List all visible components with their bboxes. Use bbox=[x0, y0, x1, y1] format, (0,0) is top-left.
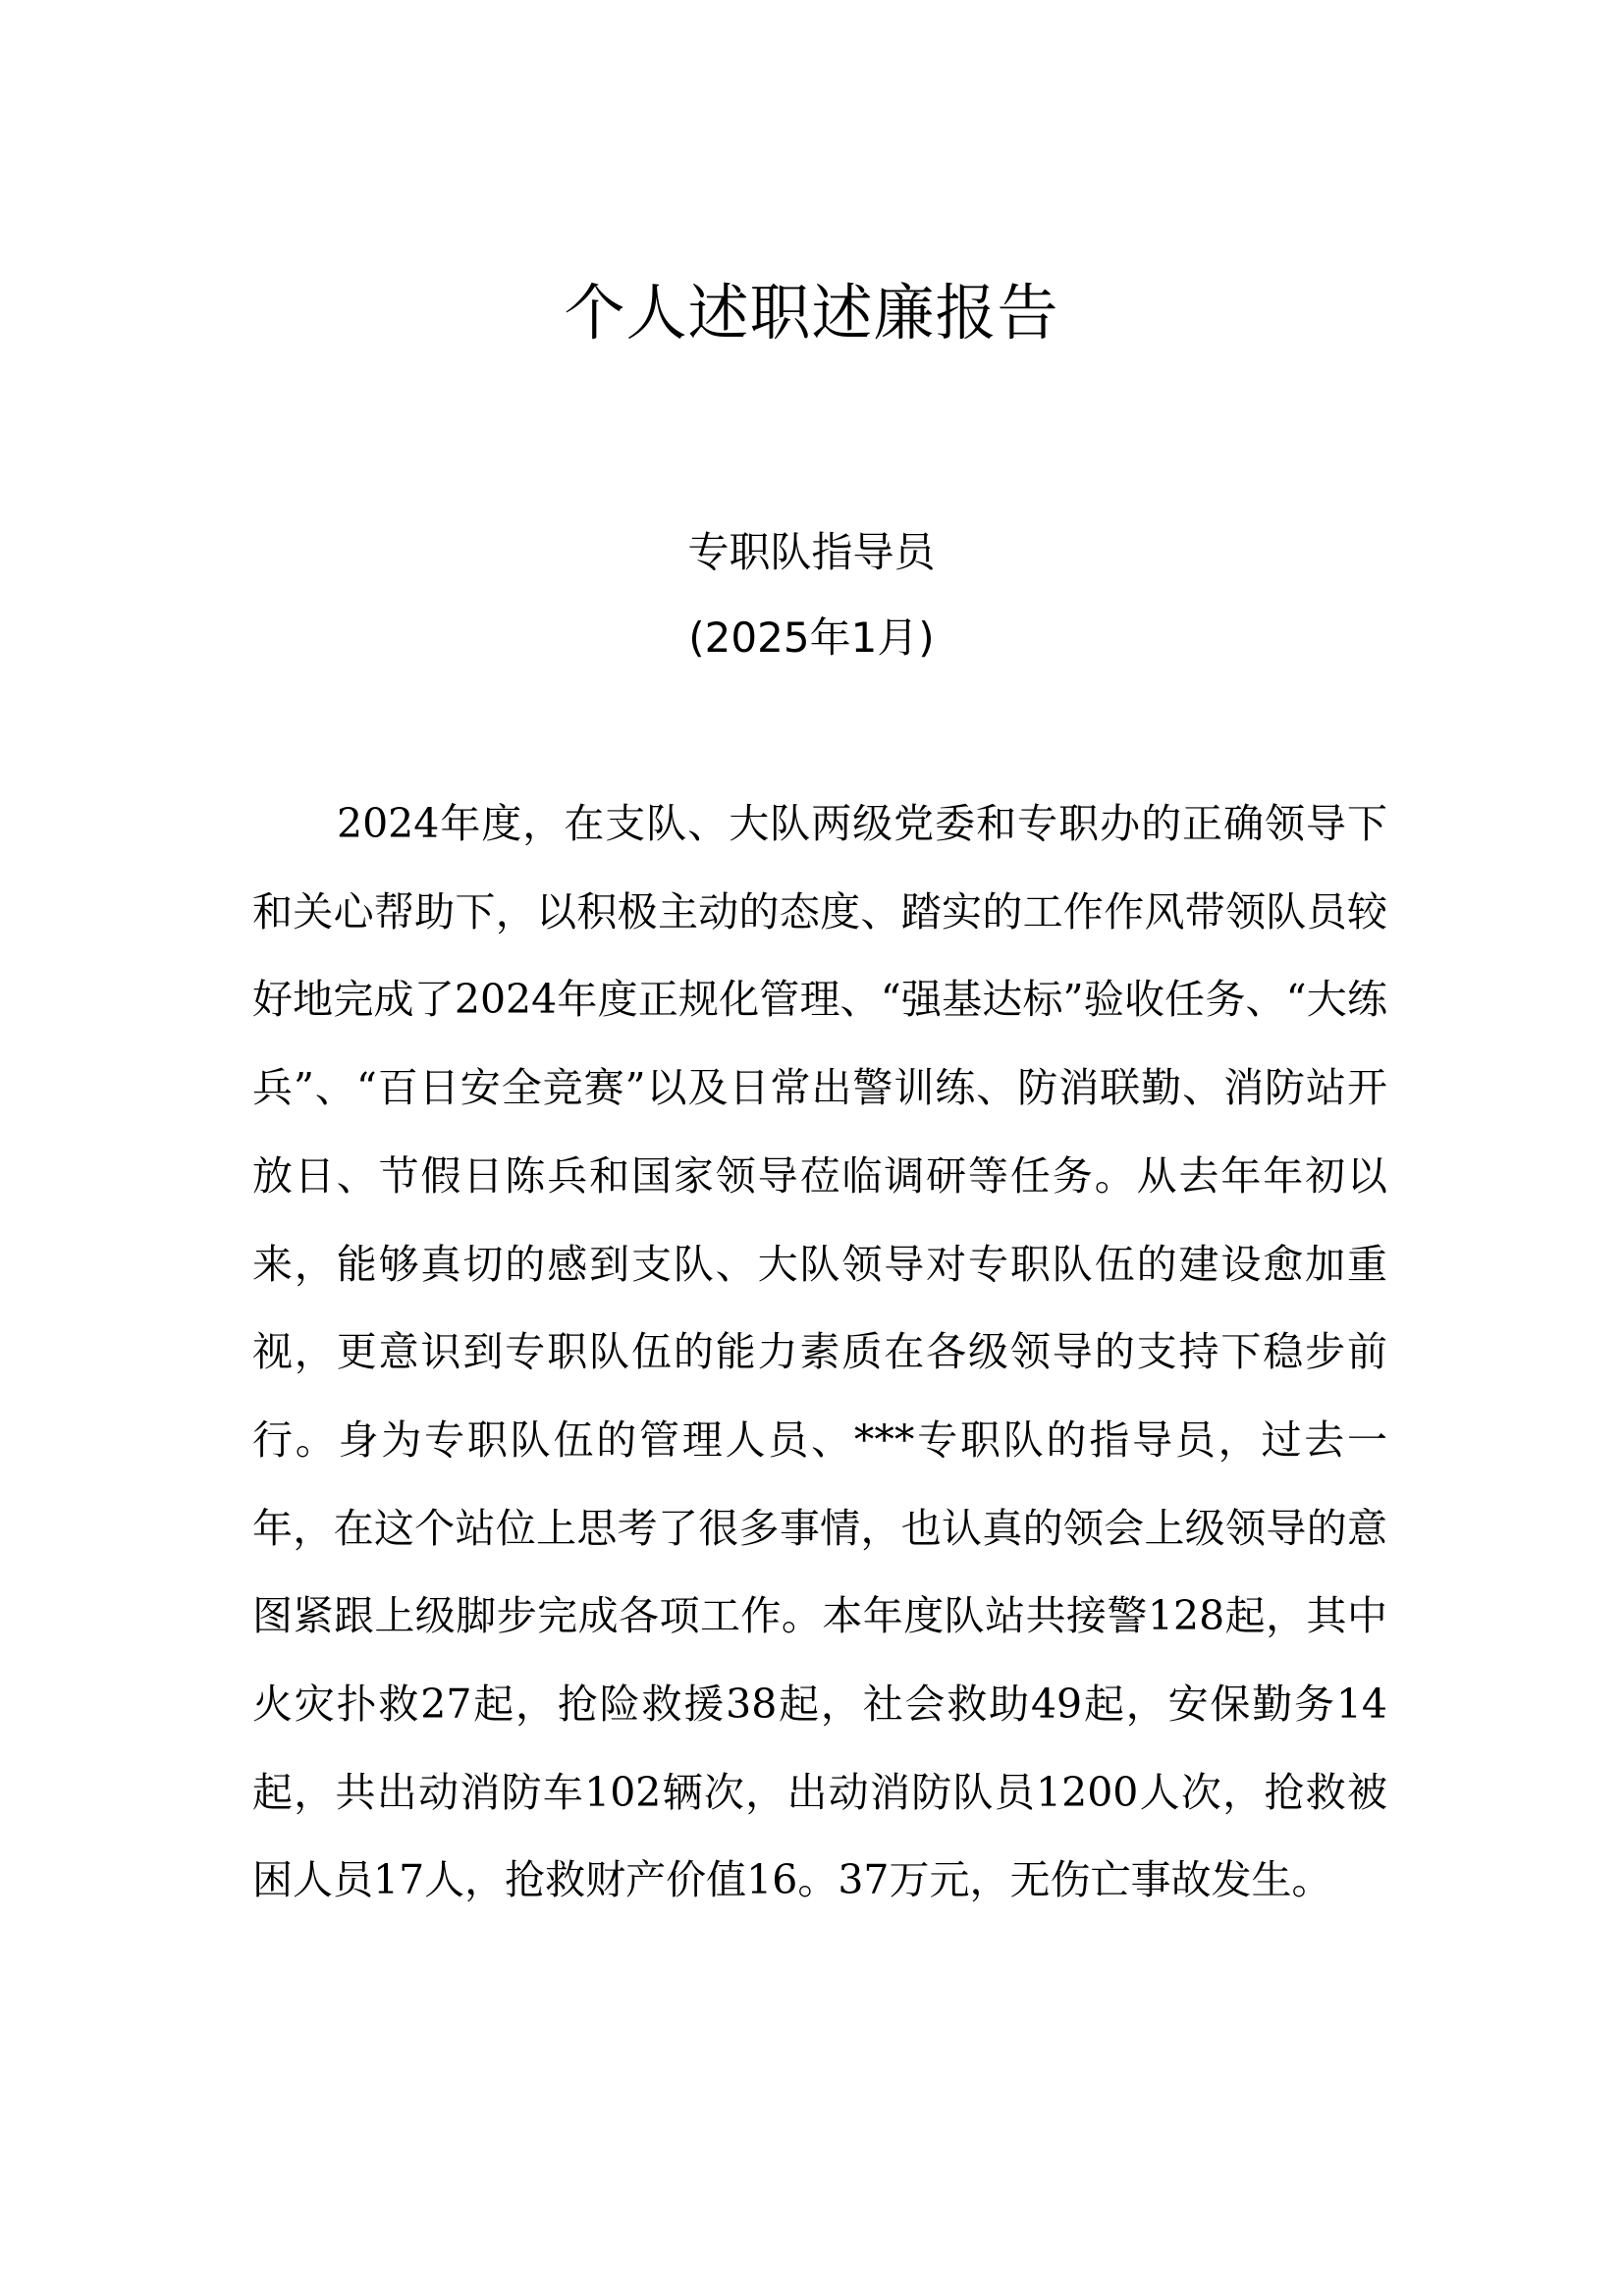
body-paragraph: 2024年度，在支队、大队两级党委和专职办的正确领导下和关心帮助下，以积极主动的态度、踏实的工作作风带领队员较好地完成了2024年度正规化管理、“强基达标”验收任务、“大练兵”、“百日安全竞赛”以及日常出警训练、防消联勤、消防站开放日、节假日陈兵和国家领导莅临调研等任务。从去年年初以来，能够真切的感到支队、大队领导对专职队伍的建设愈加重视，更意识到专职队伍的能力素质在各级领导的支持下稳步前行。身为专职队伍的管理人员、***专职队的指导员，过去一年，在这个站位上思考了很多事情，也认真的领会上级领导的意图紧跟上级脚步完成各项工作。本年度队站共接警128起，其中火灾扑救27起，抢险救援38起，社会救助49起，安保勤务14起，共出动消防车102辆次，出动消防队员1200人次，抢救被困人员17人，抢救财产价值16。37万元，无伤亡事故发生。 bbox=[252, 800, 1387, 1904]
report-date: (2025年1月) bbox=[688, 614, 935, 662]
author-role: 专职队指导员 bbox=[687, 528, 936, 576]
document-title: 个人述职述廉报告 bbox=[564, 277, 1059, 348]
